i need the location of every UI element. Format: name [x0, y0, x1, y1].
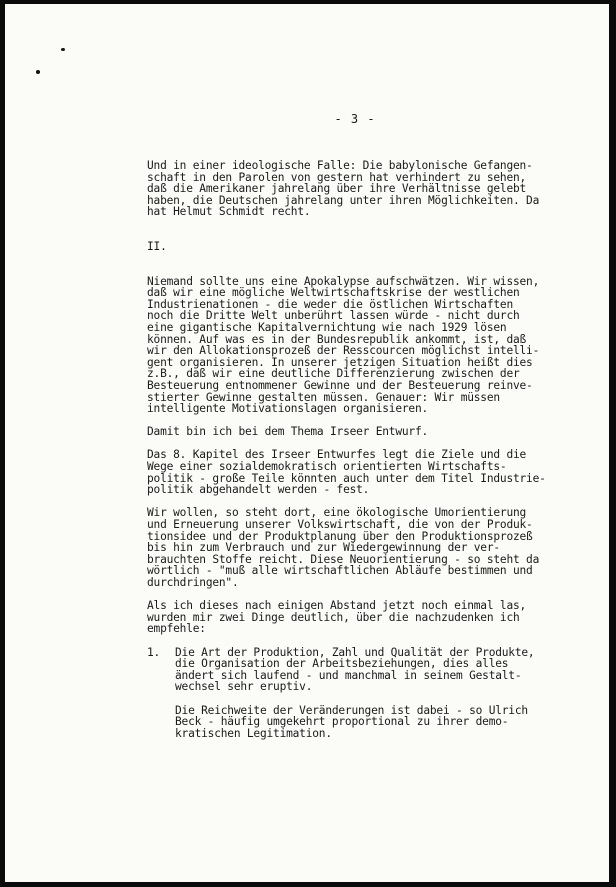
- scan-speck: [36, 70, 40, 74]
- list-item-text: Die Art der Produktion, Zahl und Qualität der Produkte, die Organisation der Arbeitsbeziehungen, dies alles ändert sich laufend - und manchmal in seinem Gestalt- wechsel sehr eruptiv.: [175, 645, 535, 694]
- document-page: [5, 4, 609, 882]
- scan-speck: [61, 48, 65, 51]
- section-heading: II.: [147, 239, 167, 253]
- list-number: 1.: [147, 645, 161, 659]
- paragraph: Und in einer ideologische Falle: Die babylonische Gefangen- schaft in den Parolen von gestern hat verhindert zu sehen, daß die Amerikaner jahrelang über ihre Verhältnisse gelebt haben, die Deutschen jahrelang unter ihren Möglichkeiten. Da hat Helmut Schmidt recht.: [147, 159, 540, 219]
- body-text: [147, 160, 577, 751]
- paragraph: Niemand sollte uns eine Apokalypse aufschwätzen. Wir wissen, daß wir eine mögliche Weltwirtschaftskrise der westlichen Industrienationen - die weder die östlichen Wirtschaften noch die Dritte Welt unberührt lassen würde - nicht durch eine gigantische Kapitalvernichtung wie nach 1929 lösen können. Auf was es in der Bundesrepublik ankommt, ist, daß wir den Allokationsprozeß der Resscourcen möglichst intelli- gent organisieren. In unserer jetzigen Situation heißt dies z.B., daß wir eine deutliche Differenzierung zwischen der Besteuerung entnommener Gewinne und der Besteuerung reinve- stierter Gewinne gestalten müssen. Genauer: Wir müssen intelligente Motivationslagen organisieren.: [147, 274, 540, 416]
- list-item: [147, 647, 577, 693]
- paragraph: Damit bin ich bei dem Thema Irseer Entwurf.: [147, 425, 429, 439]
- page-number: - 3 -: [334, 112, 376, 126]
- paragraph: Wir wollen, so steht dort, eine ökologische Umorientierung und Erneuerung unserer Volkswirtschaft, die von der Produk- tionsidee und der Produktplanung über den Produktionsprozeß bis hin zum Verbrauch und zur Wiedergewinnung der ver- brauchten Stoffe reicht. Diese Neuorientierung - so steht da wörtlich - "muß alle wirtschaftlichen Abläufe bestimmen und durchdringen".: [147, 506, 540, 589]
- paragraph: Als ich dieses nach einigen Abstand jetzt noch einmal las, wurden mir zwei Dinge deutlich, über die nachzudenken ich empfehle:: [147, 599, 527, 636]
- paragraph: Das 8. Kapitel des Irseer Entwurfes legt die Ziele und die Wege einer sozialdemokratisch orientierten Wirtschafts- politik - große Teile könnten auch unter dem Titel Industrie- politik abgehandelt werden - fest.: [147, 448, 546, 497]
- list-item-continuation: Die Reichweite der Veränderungen ist dabei - so Ulrich Beck - häufig umgekehrt proportional zu ihrer demo- kratischen Legitimation.: [175, 703, 528, 740]
